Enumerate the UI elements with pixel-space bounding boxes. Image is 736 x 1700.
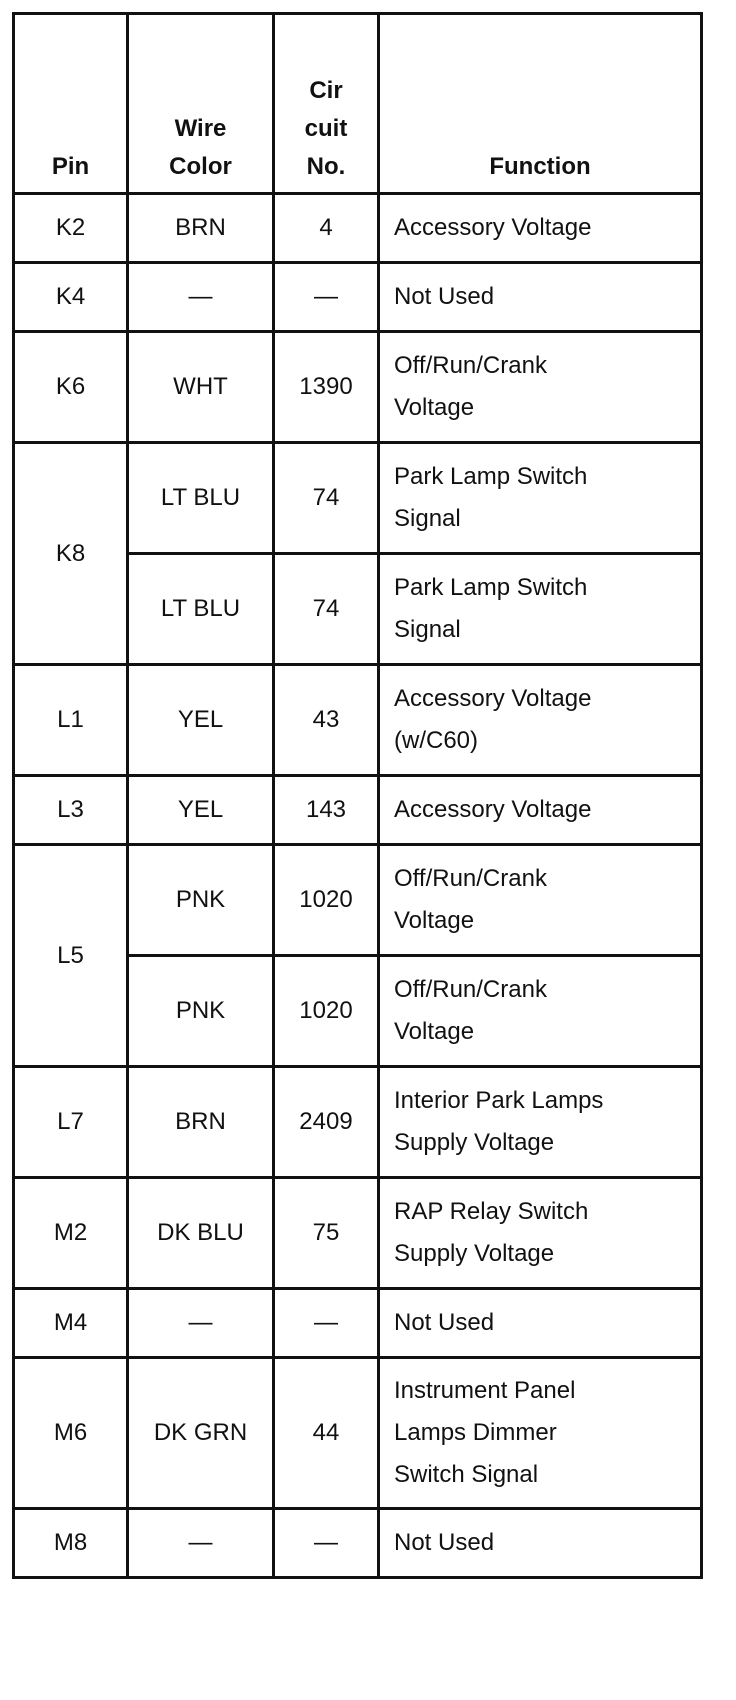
cell-wire-color: YEL	[128, 665, 274, 776]
header-pin	[14, 14, 128, 194]
cell-wire-color: LT BLU	[128, 554, 274, 665]
cell-function-text: Interior Park Lamps Supply Voltage	[394, 1087, 604, 1156]
table-row	[14, 665, 702, 776]
table-header-row	[14, 14, 702, 194]
cell-circuit-no: 1020	[274, 956, 379, 1067]
cell-wire-color: —	[128, 1509, 274, 1578]
cell-function-text: Off/Run/Crank Voltage	[394, 352, 547, 421]
cell-function	[379, 1509, 702, 1578]
cell-circuit-no: 74	[274, 443, 379, 554]
cell-function	[379, 845, 702, 956]
cell-function	[379, 263, 702, 332]
cell-function	[379, 443, 702, 554]
cell-circuit-no: 75	[274, 1178, 379, 1289]
cell-wire-color: BRN	[128, 1067, 274, 1178]
cell-function-text: Not Used	[394, 1529, 495, 1556]
cell-pin: M4	[14, 1289, 128, 1358]
cell-function-text: Off/Run/Crank Voltage	[394, 976, 547, 1045]
cell-circuit-no: 2409	[274, 1067, 379, 1178]
cell-pin: M8	[14, 1509, 128, 1578]
cell-wire-color: DK GRN	[128, 1358, 274, 1509]
cell-circuit-no: 44	[274, 1358, 379, 1509]
cell-wire-color: BRN	[128, 194, 274, 263]
table-row	[14, 1358, 702, 1509]
cell-wire-color: PNK	[128, 845, 274, 956]
cell-circuit-no: 4	[274, 194, 379, 263]
cell-wire-color: —	[128, 1289, 274, 1358]
cell-pin: L5	[14, 845, 128, 1067]
table-row	[14, 845, 702, 956]
cell-wire-color: —	[128, 263, 274, 332]
cell-pin: L3	[14, 776, 128, 845]
cell-function	[379, 665, 702, 776]
table-row	[14, 1289, 702, 1358]
cell-pin: M6	[14, 1358, 128, 1509]
header-circuit-no-label: Cir cuit No.	[304, 77, 348, 180]
cell-function-text: Park Lamp Switch Signal	[394, 574, 588, 643]
cell-function-text: Not Used	[394, 283, 495, 310]
cell-function-text: Park Lamp Switch Signal	[394, 463, 588, 532]
cell-function-text: Accessory Voltage	[394, 214, 592, 241]
cell-circuit-no: 1020	[274, 845, 379, 956]
cell-function	[379, 956, 702, 1067]
cell-pin: L7	[14, 1067, 128, 1178]
cell-function	[379, 1289, 702, 1358]
cell-pin: M2	[14, 1178, 128, 1289]
cell-function-text: Instrument Panel Lamps Dimmer Switch Signal	[394, 1377, 576, 1488]
table-row	[14, 776, 702, 845]
cell-function-text: Accessory Voltage	[394, 796, 592, 823]
header-function	[379, 14, 702, 194]
cell-wire-color: WHT	[128, 332, 274, 443]
table-row	[14, 443, 702, 554]
table-row	[14, 332, 702, 443]
cell-pin: K6	[14, 332, 128, 443]
cell-circuit-no: 43	[274, 665, 379, 776]
table-row	[14, 1067, 702, 1178]
cell-function-text: Off/Run/Crank Voltage	[394, 865, 547, 934]
header-circuit-no	[274, 14, 379, 194]
connector-pinout-table	[12, 12, 703, 1579]
cell-circuit-no: —	[274, 263, 379, 332]
cell-function	[379, 1178, 702, 1289]
cell-wire-color: PNK	[128, 956, 274, 1067]
cell-pin: K4	[14, 263, 128, 332]
cell-circuit-no: 74	[274, 554, 379, 665]
cell-function-text: RAP Relay Switch Supply Voltage	[394, 1198, 589, 1267]
header-wire-color-label: Wire Color	[169, 115, 232, 180]
cell-circuit-no: 1390	[274, 332, 379, 443]
table-row	[14, 194, 702, 263]
header-function-label: Function	[489, 153, 591, 180]
cell-wire-color: LT BLU	[128, 443, 274, 554]
table-row	[14, 1178, 702, 1289]
cell-pin: K8	[14, 443, 128, 665]
cell-function	[379, 554, 702, 665]
cell-function	[379, 332, 702, 443]
cell-pin: L1	[14, 665, 128, 776]
cell-wire-color: YEL	[128, 776, 274, 845]
cell-function	[379, 194, 702, 263]
header-pin-label: Pin	[51, 153, 90, 180]
table-row	[14, 263, 702, 332]
cell-function-text: Not Used	[394, 1309, 495, 1336]
cell-function	[379, 1067, 702, 1178]
cell-function	[379, 1358, 702, 1509]
header-wire-color	[128, 14, 274, 194]
cell-function	[379, 776, 702, 845]
cell-function-text: Accessory Voltage (w/C60)	[394, 685, 592, 754]
cell-pin: K2	[14, 194, 128, 263]
table-row	[14, 1509, 702, 1578]
cell-circuit-no: —	[274, 1509, 379, 1578]
cell-circuit-no: 143	[274, 776, 379, 845]
cell-circuit-no: —	[274, 1289, 379, 1358]
cell-wire-color: DK BLU	[128, 1178, 274, 1289]
